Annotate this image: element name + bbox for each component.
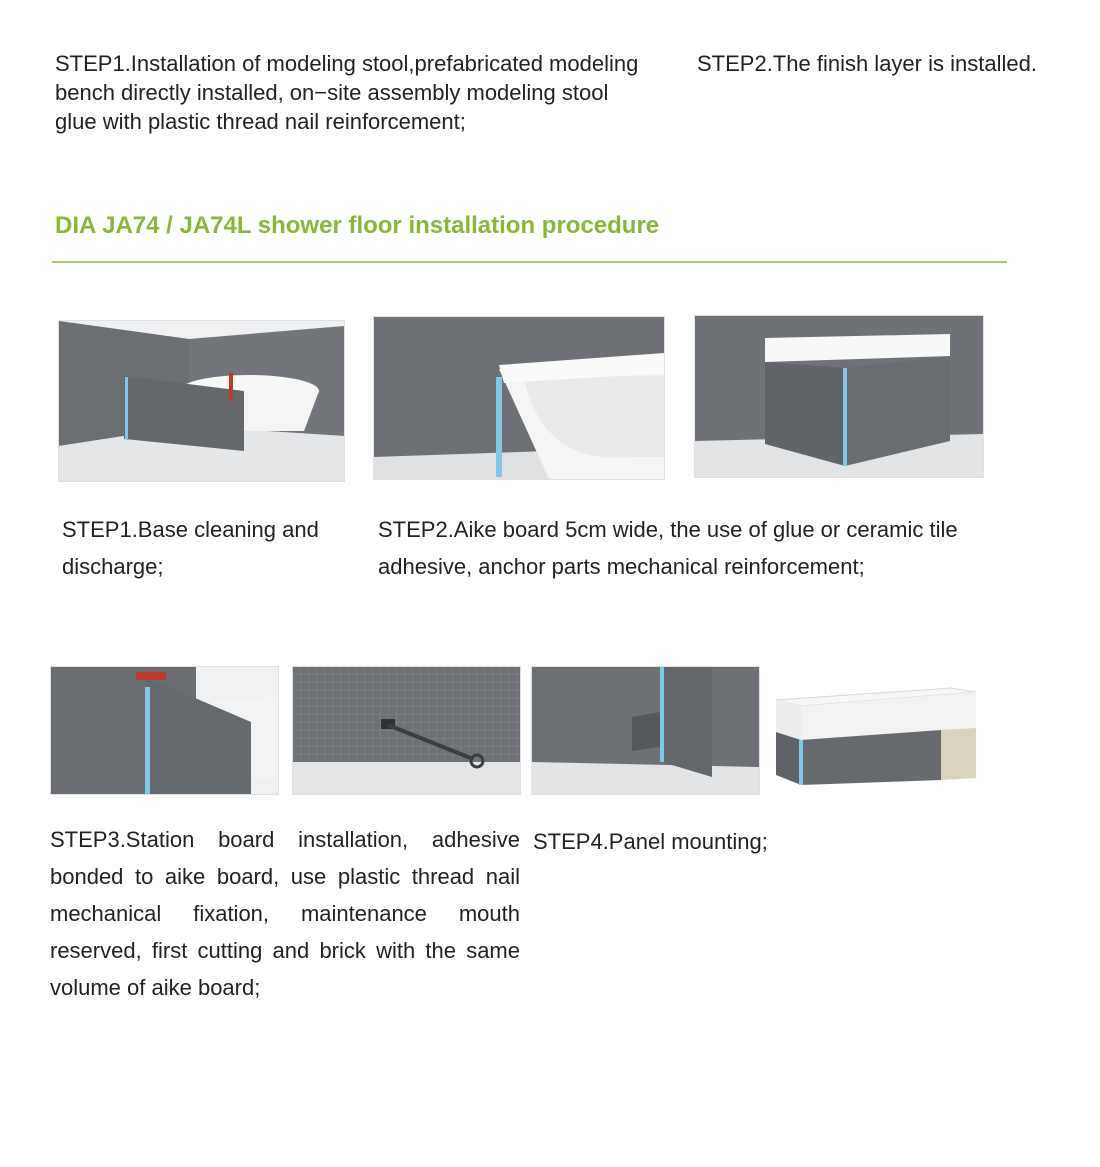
bathtub-edge-board-image [373, 316, 665, 480]
maintenance-opening-image [531, 666, 760, 795]
row1-step1-text: STEP1.Base cleaning and discharge; [62, 517, 319, 579]
bathtub-wall-panels-image [58, 320, 345, 482]
row2-step3-text: STEP3.Station board installation, adhesive bonded to aike board, use plastic thread nail mechanical fixation, maintenance mouth reserved, first cutting and brick with the same volume of aike board; [50, 827, 520, 1000]
tile-wall-drain-image [292, 666, 521, 795]
finished-bathtub-image [771, 670, 1004, 795]
bathtub-panel-assembled-image [694, 315, 984, 478]
adhesive-application-image [50, 666, 279, 795]
section-title: DIA JA74 / JA74L shower floor installation procedure [55, 212, 660, 239]
row1-step2-text: STEP2.Aike board 5cm wide, the use of glue or ceramic tile adhesive, anchor parts mechanical reinforcement; [378, 517, 958, 579]
top-step2-text: STEP2.The finish layer is installed. [697, 51, 1037, 76]
section-divider [52, 261, 1007, 263]
top-step1-text: STEP1.Installation of modeling stool,prefabricated modeling bench directly installed, on−site assembly modeling stool glue with plastic thread nail reinforcement; [55, 51, 639, 134]
row2-step4-text: STEP4.Panel mounting; [533, 829, 768, 854]
